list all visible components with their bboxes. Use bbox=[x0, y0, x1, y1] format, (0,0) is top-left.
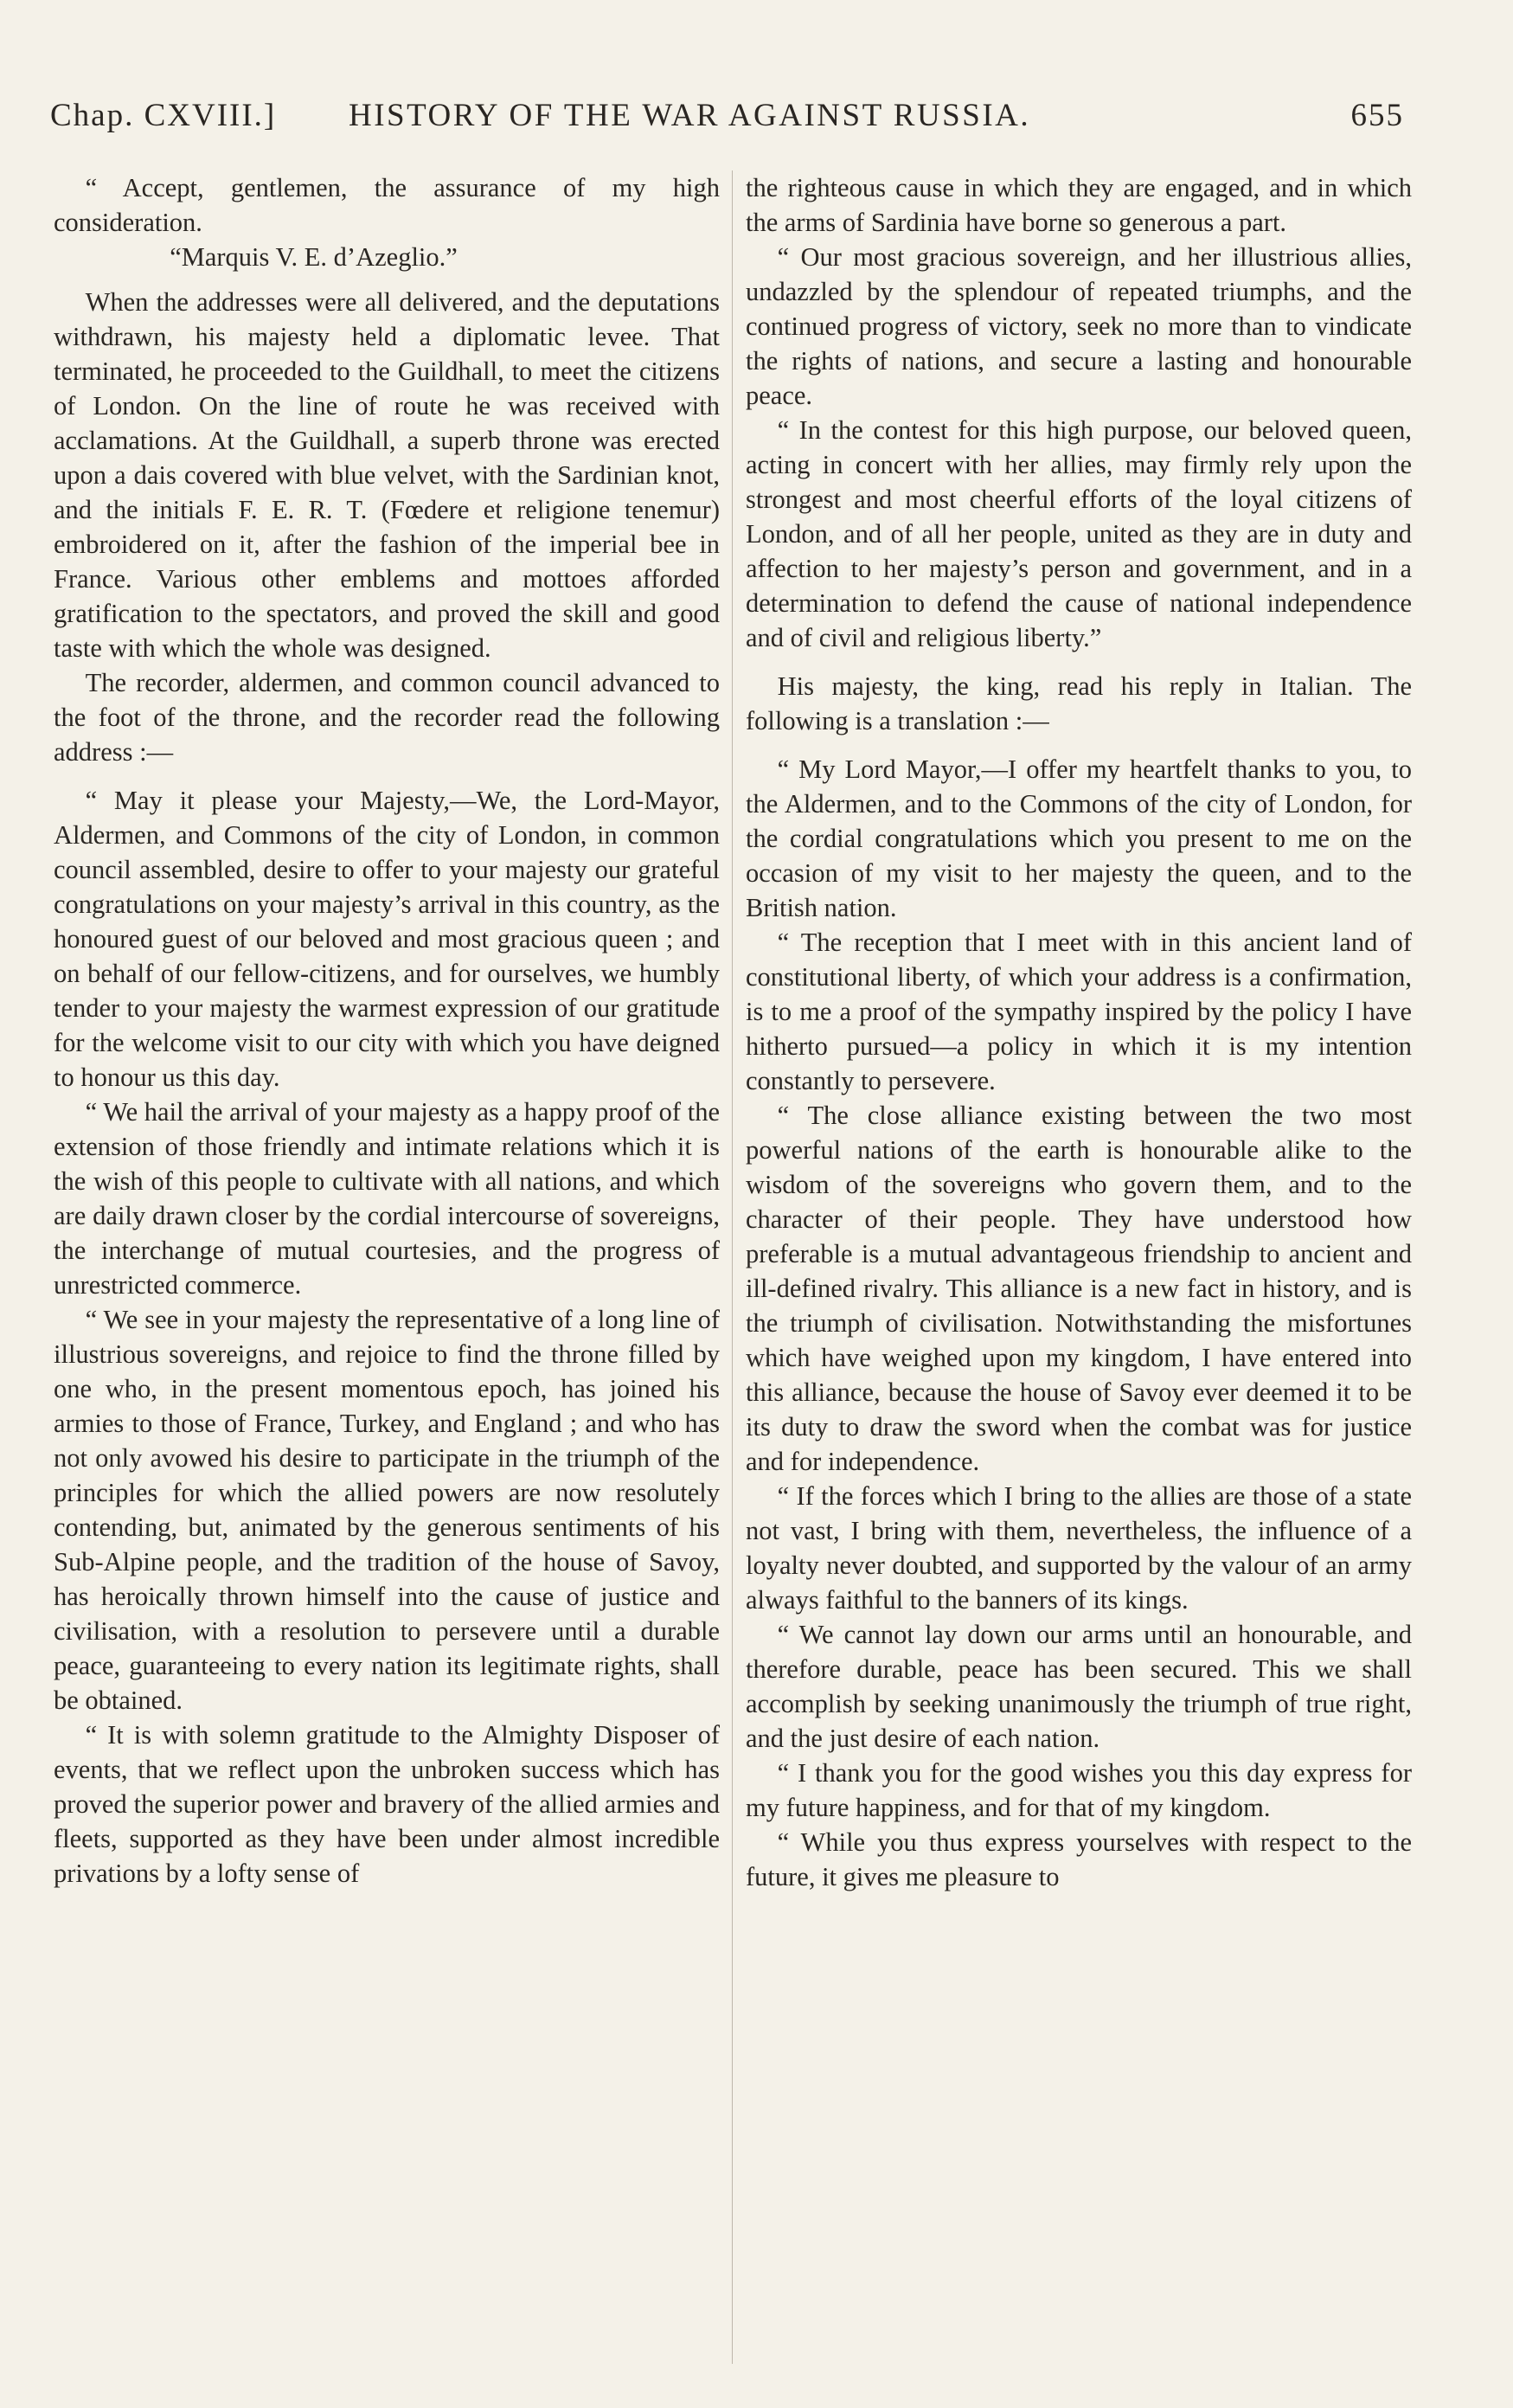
running-title: HISTORY OF THE WAR AGAINST RUSSIA. bbox=[349, 98, 1031, 133]
paragraph: “ In the contest for this high purpose, our beloved queen, acting in concert with her allies, may firmly rely upon the strongest and most cheerful efforts of the loyal citizens of London, and of all her people, united as they are in duty and affection to her majesty’s person and government, and in a determination to defend the cause of national independence and of civil and religious liberty.” bbox=[746, 415, 1412, 652]
paragraph: “ It is with solemn gratitude to the Almighty Disposer of events, that we reflect upon the unbroken success which has proved the superior power and bravery of the allied armies and fleets, supported as they have been under almost incredible privations by a lofty sense of bbox=[54, 1720, 720, 1888]
paragraph: “ My Lord Mayor,—I offer my heartfelt thanks to you, to the Aldermen, and to the Commons of the city of London, for the cordial congratulations which you present to me on the occasion of my visit to her majesty the queen, and to the British nation. bbox=[746, 755, 1412, 922]
page-number: 655 bbox=[1350, 98, 1404, 133]
paragraph: When the addresses were all delivered, and the deputations withdrawn, his majesty held a diplomatic levee. That terminated, he proceeded to the Guildhall, to meet the citizens of London. On the line of route he was received with acclamations. At the Guildhall, a superb throne was erected upon a dais covered with blue velvet, with the Sardinian knot, and the initials F. E. R. T. (Fœdere et religione tenemur) embroidered on it, after the fashion of the imperial bee in France. Various other emblems and mottoes afforded gratification to the spectators, and proved the skill and good taste with which the whole was designed. bbox=[54, 287, 720, 663]
column-divider bbox=[732, 170, 733, 2364]
paragraph: “ Our most gracious sovereign, and her illustrious allies, undazzled by the splendour of repeated triumphs, and the continued progress of victory, seek no more than to vindicate the rights of nations, and secure a lasting and honourable peace. bbox=[746, 242, 1412, 410]
paragraph: “ While you thus express yourselves with respect to the future, it gives me pleasure to bbox=[746, 1827, 1412, 1891]
paragraph: “ We hail the arrival of your majesty as a happy proof of the extension of those friendly and intimate relations which it is the wish of this people to cultivate with all nations, and which are daily drawn closer by the cordial intercourse of sovereigns, the interchange of mutual courtesies, and the progress of unrestricted commerce. bbox=[54, 1097, 720, 1300]
paragraph: the righteous cause in which they are engaged, and in which the arms of Sardinia have borne so generous a part. bbox=[746, 173, 1412, 237]
paragraph: “ May it please your Majesty,—We, the Lord-Mayor, Aldermen, and Commons of the city of London, in common council assembled, desire to offer to your majesty our grateful congratulations on your majesty’s arrival in this country, as the honoured guest of our beloved and most gracious queen ; and on behalf of our fellow-citizens, and for ourselves, we humbly tender to your majesty the warmest expression of our gratitude for the welcome visit to our city with which you have deigned to honour us this day. bbox=[54, 786, 720, 1092]
paragraph: “ We cannot lay down our arms until an honourable, and therefore durable, peace has been secured. This we shall accomplish by seeking unanimously the triumph of true right, and the just desire of each nation. bbox=[746, 1620, 1412, 1753]
paragraph: “ The close alliance existing between the two most powerful nations of the earth is honourable alike to the wisdom of the sovereigns who govern them, and to the character of their people. They have understood how preferable is a mutual advantageous friendship to ancient and ill-defined rivalry. This alliance is a new fact in history, and is the triumph of civilisation. Notwithstanding the misfortunes which have weighed upon my kingdom, I have entered into this alliance, because the house of Savoy ever deemed it to be its duty to draw the sword when the combat was for justice and for independence. bbox=[746, 1101, 1412, 1476]
left-column bbox=[54, 170, 720, 2368]
signature: “Marquis V. E. d’Azeglio.” bbox=[170, 242, 458, 272]
running-header bbox=[50, 97, 1404, 140]
paragraph: “ If the forces which I bring to the allies are those of a state not vast, I bring with them, nevertheless, the influence of a loyalty never doubted, and supported by the valour of an army always faithful to the banners of its kings. bbox=[746, 1481, 1412, 1615]
paragraph: “ The reception that I meet with in this ancient land of constitutional liberty, of which your address is a confirmation, is to me a proof of the sympathy inspired by the policy I have hitherto pursued—a policy in which it is my intention constantly to persevere. bbox=[746, 928, 1412, 1095]
paragraph: “ I thank you for the good wishes you this day express for my future happiness, and for that of my kingdom. bbox=[746, 1758, 1412, 1822]
paragraph: “ We see in your majesty the representative of a long line of illustrious sovereigns, and rejoice to find the throne filled by one who, in the present momentous epoch, has joined his armies to those of France, Turkey, and England ; and who has not only avowed his desire to participate in the triumph of the principles for which the allied powers are now resolutely contending, but, animated by the generous sentiments of his Sub-Alpine people, and the tradition of the house of Savoy, has heroically thrown himself into the cause of justice and civilisation, with a resolution to persevere until a durable peace, guaranteeing to every nation its legitimate rights, shall be obtained. bbox=[54, 1305, 720, 1715]
paragraph: His majesty, the king, read his reply in Italian. The following is a translation :— bbox=[746, 671, 1412, 735]
chapter-label: Chap. CXVIII.] bbox=[50, 98, 277, 133]
paragraph: The recorder, aldermen, and common council advanced to the foot of the throne, and the recorder read the following address :— bbox=[54, 668, 720, 767]
right-column bbox=[746, 170, 1412, 2368]
paragraph: “ Accept, gentlemen, the assurance of my high consideration. bbox=[54, 173, 720, 237]
